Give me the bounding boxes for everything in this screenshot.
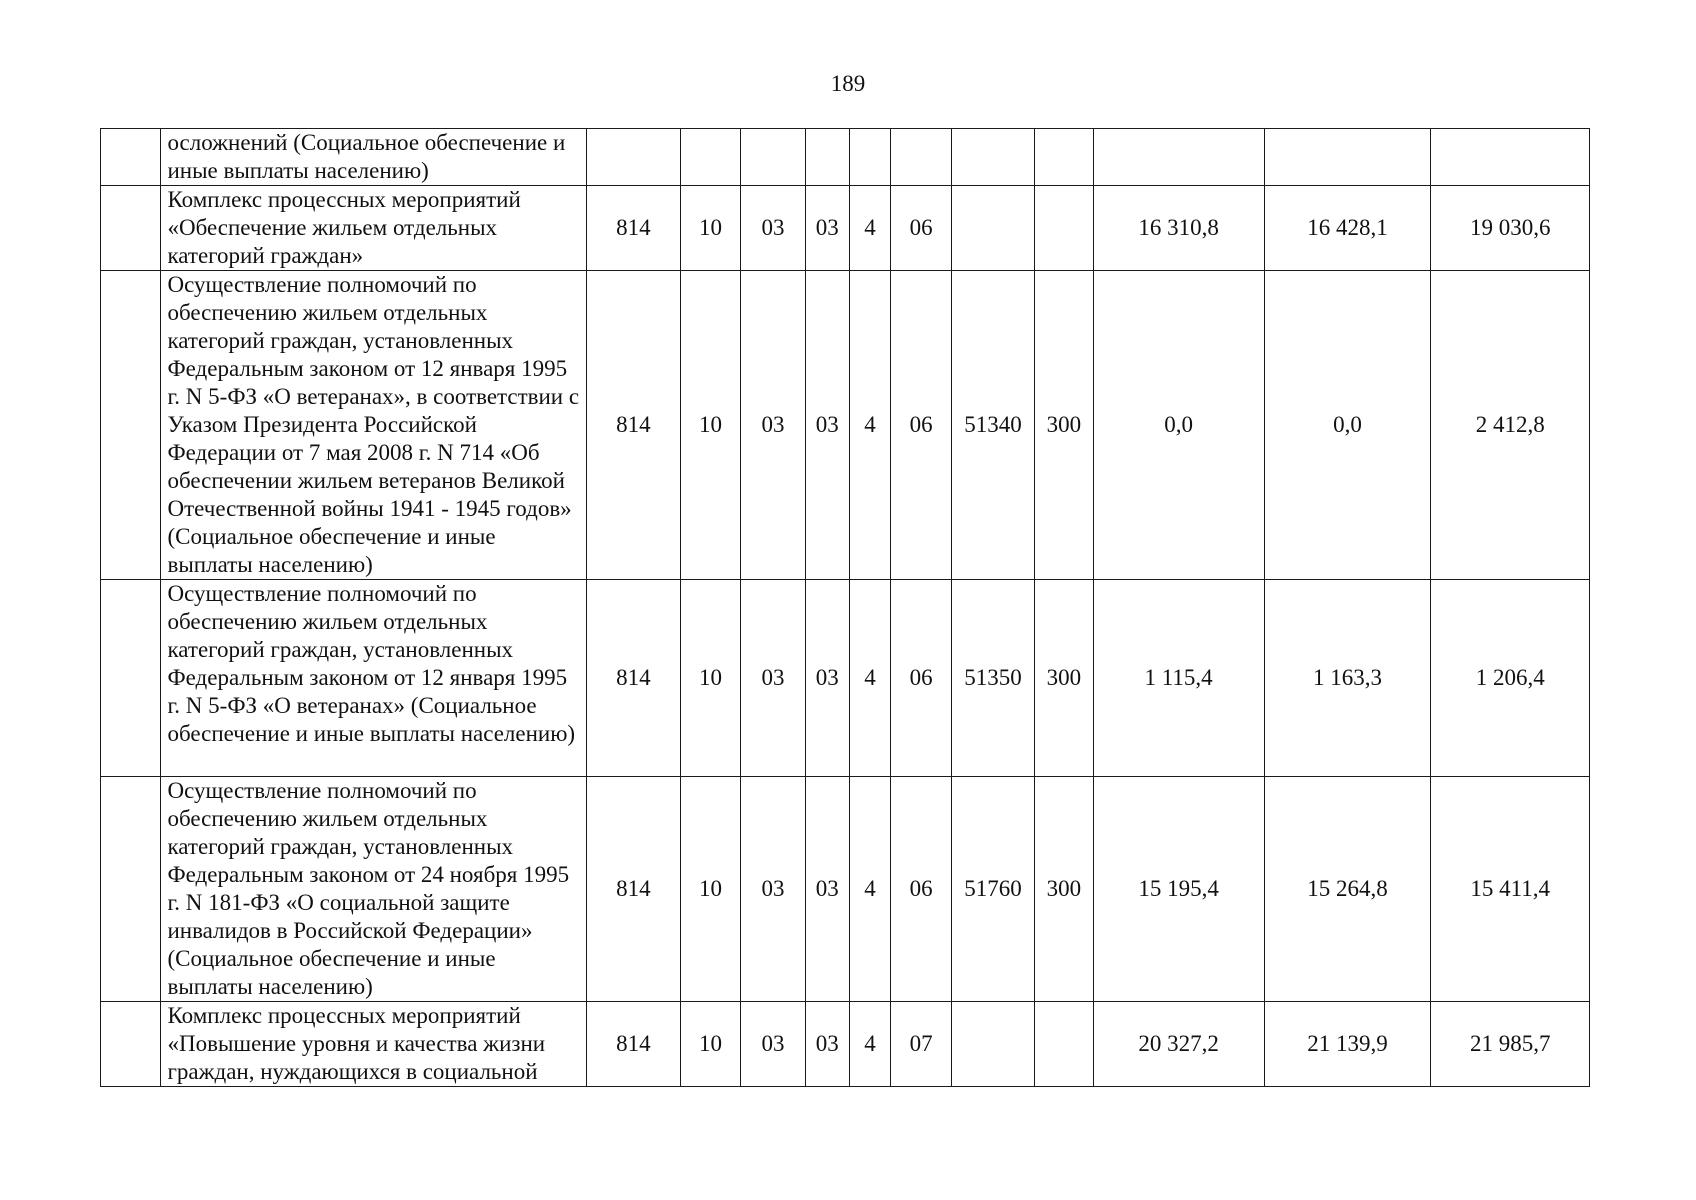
row-number-cell	[101, 777, 161, 1002]
program-code-cell: 03	[805, 1002, 849, 1087]
section-code-cell: 10	[680, 186, 740, 271]
section-code-cell: 10	[680, 271, 740, 580]
table-row	[101, 129, 1590, 186]
structural-element-code-cell: 06	[891, 271, 951, 580]
direction-code-cell	[951, 129, 1034, 186]
section-code-cell: 10	[680, 580, 740, 777]
table-row	[101, 271, 1590, 580]
description-cell: Осуществление полномочий по обеспечению жильем отдельных категорий граждан, установленных Федеральным законом от 12 января 1995 г. N 5-ФЗ «О ветеранах», в соответствии с Указом Президента Российской Федерации от 7 мая 2008 г. N 714 «Об обеспечении жильем ветеранов Великой Отечественной войны 1941 - 1945 годов» (Социальное обеспечение и иные выплаты населению)	[161, 271, 586, 580]
table-row	[101, 777, 1590, 1002]
direction-code-cell: 51760	[951, 777, 1034, 1002]
structural-element-code-cell: 06	[891, 580, 951, 777]
row-number-cell	[101, 1002, 161, 1087]
ministry-code-cell: 814	[586, 580, 680, 777]
expense-type-code-cell	[1035, 186, 1093, 271]
structural-element-code-cell	[891, 129, 951, 186]
ministry-code-cell	[586, 129, 680, 186]
table-row	[101, 186, 1590, 271]
amount-year-1-cell	[1093, 129, 1264, 186]
row-number-cell	[101, 580, 161, 777]
amount-year-2-cell: 21 139,9	[1264, 1002, 1431, 1087]
program-type-code-cell: 4	[849, 777, 891, 1002]
description-cell: Комплекс процессных мероприятий «Обеспечение жильем отдельных категорий граждан»	[161, 186, 586, 271]
amount-year-3-cell: 2 412,8	[1431, 271, 1590, 580]
table-row	[101, 1002, 1590, 1087]
structural-element-code-cell: 07	[891, 1002, 951, 1087]
amount-year-3-cell: 1 206,4	[1431, 580, 1590, 777]
program-type-code-cell: 4	[849, 580, 891, 777]
amount-year-2-cell: 16 428,1	[1264, 186, 1431, 271]
program-code-cell: 03	[805, 271, 849, 580]
program-code-cell: 03	[805, 777, 849, 1002]
program-code-cell: 03	[805, 580, 849, 777]
description-cell: Комплекс процессных мероприятий «Повышение уровня и качества жизни граждан, нуждающихся в социальной	[161, 1002, 586, 1087]
structural-element-code-cell: 06	[891, 186, 951, 271]
row-number-cell	[101, 129, 161, 186]
expense-type-code-cell	[1035, 1002, 1093, 1087]
table-row	[101, 580, 1590, 777]
subsection-code-cell: 03	[741, 580, 806, 777]
page-number: 189	[830, 71, 866, 96]
direction-code-cell	[951, 186, 1034, 271]
direction-code-cell: 51350	[951, 580, 1034, 777]
row-number-cell	[101, 271, 161, 580]
expense-type-code-cell: 300	[1035, 271, 1093, 580]
row-number-cell	[101, 186, 161, 271]
program-type-code-cell	[849, 129, 891, 186]
amount-year-1-cell: 15 195,4	[1093, 777, 1264, 1002]
description-cell: Осуществление полномочий по обеспечению жильем отдельных категорий граждан, установленных Федеральным законом от 24 ноября 1995 г. N 181-ФЗ «О социальной защите инвалидов в Российской Федерации» (Социальное обеспечение и иные выплаты населению)	[161, 777, 586, 1002]
ministry-code-cell: 814	[586, 777, 680, 1002]
amount-year-3-cell	[1431, 129, 1590, 186]
amount-year-1-cell: 1 115,4	[1093, 580, 1264, 777]
amount-year-2-cell	[1264, 129, 1431, 186]
amount-year-1-cell: 20 327,2	[1093, 1002, 1264, 1087]
program-type-code-cell: 4	[849, 271, 891, 580]
budget-table	[100, 128, 1590, 1087]
amount-year-1-cell: 16 310,8	[1093, 186, 1264, 271]
subsection-code-cell: 03	[741, 1002, 806, 1087]
section-code-cell	[680, 129, 740, 186]
direction-code-cell	[951, 1002, 1034, 1087]
section-code-cell: 10	[680, 1002, 740, 1087]
expense-type-code-cell: 300	[1035, 580, 1093, 777]
amount-year-1-cell: 0,0	[1093, 271, 1264, 580]
amount-year-3-cell: 19 030,6	[1431, 186, 1590, 271]
amount-year-3-cell: 15 411,4	[1431, 777, 1590, 1002]
description-cell: Осуществление полномочий по обеспечению жильем отдельных категорий граждан, установленных Федеральным законом от 12 января 1995 г. N 5-ФЗ «О ветеранах» (Социальное обеспечение и иные выплаты населению)	[161, 580, 586, 777]
description-cell: осложнений (Социальное обеспечение и иные выплаты населению)	[161, 129, 586, 186]
subsection-code-cell: 03	[741, 271, 806, 580]
amount-year-3-cell: 21 985,7	[1431, 1002, 1590, 1087]
ministry-code-cell: 814	[586, 271, 680, 580]
amount-year-2-cell: 0,0	[1264, 271, 1431, 580]
direction-code-cell: 51340	[951, 271, 1034, 580]
subsection-code-cell	[741, 129, 806, 186]
program-code-cell: 03	[805, 186, 849, 271]
ministry-code-cell: 814	[586, 1002, 680, 1087]
expense-type-code-cell	[1035, 129, 1093, 186]
ministry-code-cell: 814	[586, 186, 680, 271]
amount-year-2-cell: 15 264,8	[1264, 777, 1431, 1002]
section-code-cell: 10	[680, 777, 740, 1002]
structural-element-code-cell: 06	[891, 777, 951, 1002]
subsection-code-cell: 03	[741, 777, 806, 1002]
subsection-code-cell: 03	[741, 186, 806, 271]
expense-type-code-cell: 300	[1035, 777, 1093, 1002]
amount-year-2-cell: 1 163,3	[1264, 580, 1431, 777]
program-type-code-cell: 4	[849, 186, 891, 271]
program-code-cell	[805, 129, 849, 186]
program-type-code-cell: 4	[849, 1002, 891, 1087]
